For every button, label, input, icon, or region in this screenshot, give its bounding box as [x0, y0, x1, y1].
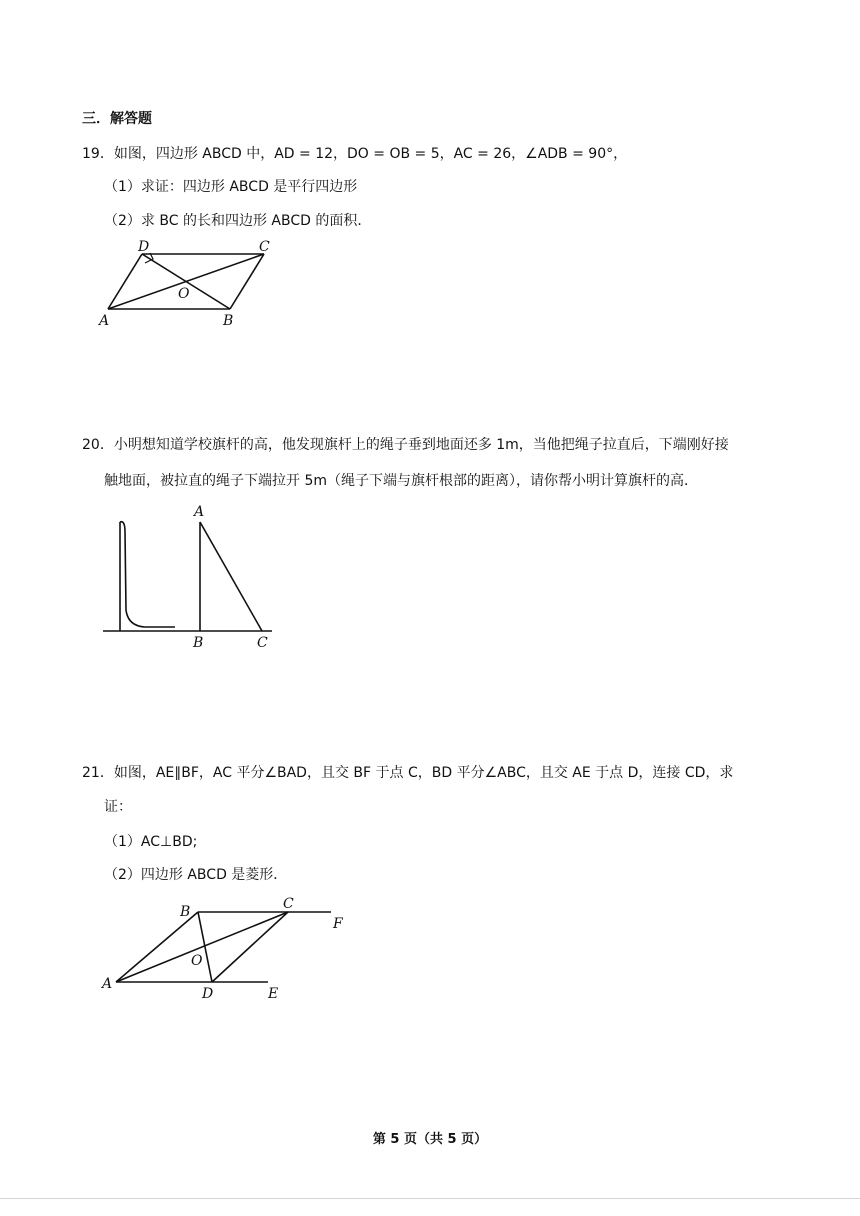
- q19-side-da: [108, 254, 142, 309]
- q20-label-b: B: [193, 635, 204, 651]
- q21-label-f: F: [333, 916, 343, 932]
- q19-label-o: O: [178, 286, 190, 302]
- bottom-divider: [0, 1198, 860, 1199]
- q21-part2: （2）四边形 ABCD 是菱形．: [104, 867, 288, 883]
- q20-line2: 触地面，被拉直的绳子下端拉开 5m（绳子下端与旗杆根部的距离），请你帮小明计算旗杆的高．: [104, 473, 698, 489]
- q21-side-ab: [116, 912, 198, 982]
- q21-rhombus-figure: [96, 890, 356, 1006]
- q20-flagpole-figure: [100, 500, 280, 655]
- q21-line2: 证：: [104, 799, 132, 815]
- page-footer: 第 5 页（共 5 页）: [372, 1132, 488, 1147]
- q21-label-e: E: [268, 986, 279, 1002]
- section-heading: 三．解答题: [82, 111, 152, 127]
- q19-part1: （1）求证：四边形 ABCD 是平行四边形: [104, 179, 358, 195]
- q19-label-a: A: [99, 313, 110, 329]
- q21-label-a: A: [102, 976, 113, 992]
- q19-stem: 19．如图，四边形 ABCD 中，AD = 12，DO = OB = 5，AC = 26，∠ADB = 90°，: [82, 146, 628, 162]
- q21-line1: 21．如图，AE∥BF，AC 平分∠BAD，且交 BF 于点 C，BD 平分∠ABC，且交 AE 于点 D，连接 CD，求: [82, 765, 734, 781]
- q20-label-a: A: [194, 504, 205, 520]
- q21-diagonal-ac: [116, 912, 288, 982]
- q19-side-bc: [230, 254, 264, 309]
- q21-part1: （1）AC⊥BD;: [104, 834, 198, 850]
- q19-label-d: D: [138, 239, 150, 255]
- q21-side-cd: [212, 912, 288, 982]
- q19-label-b: B: [223, 313, 234, 329]
- q21-label-o: O: [191, 953, 203, 969]
- q19-parallelogram-figure: [96, 236, 286, 334]
- q20-label-c: C: [257, 635, 268, 651]
- q20-line1: 20．小明想知道学校旗杆的高，他发现旗杆上的绳子垂到地面还多 1m，当他把绳子拉直后，下端刚好接: [82, 437, 729, 453]
- q21-label-c: C: [283, 896, 294, 912]
- q21-label-d: D: [202, 986, 214, 1002]
- q19-part2: （2）求 BC 的长和四边形 ABCD 的面积．: [104, 213, 372, 229]
- q20-hanging-rope: [120, 522, 175, 627]
- q20-rope-ac: [200, 522, 262, 631]
- q19-label-c: C: [259, 239, 270, 255]
- q21-label-b: B: [180, 904, 191, 920]
